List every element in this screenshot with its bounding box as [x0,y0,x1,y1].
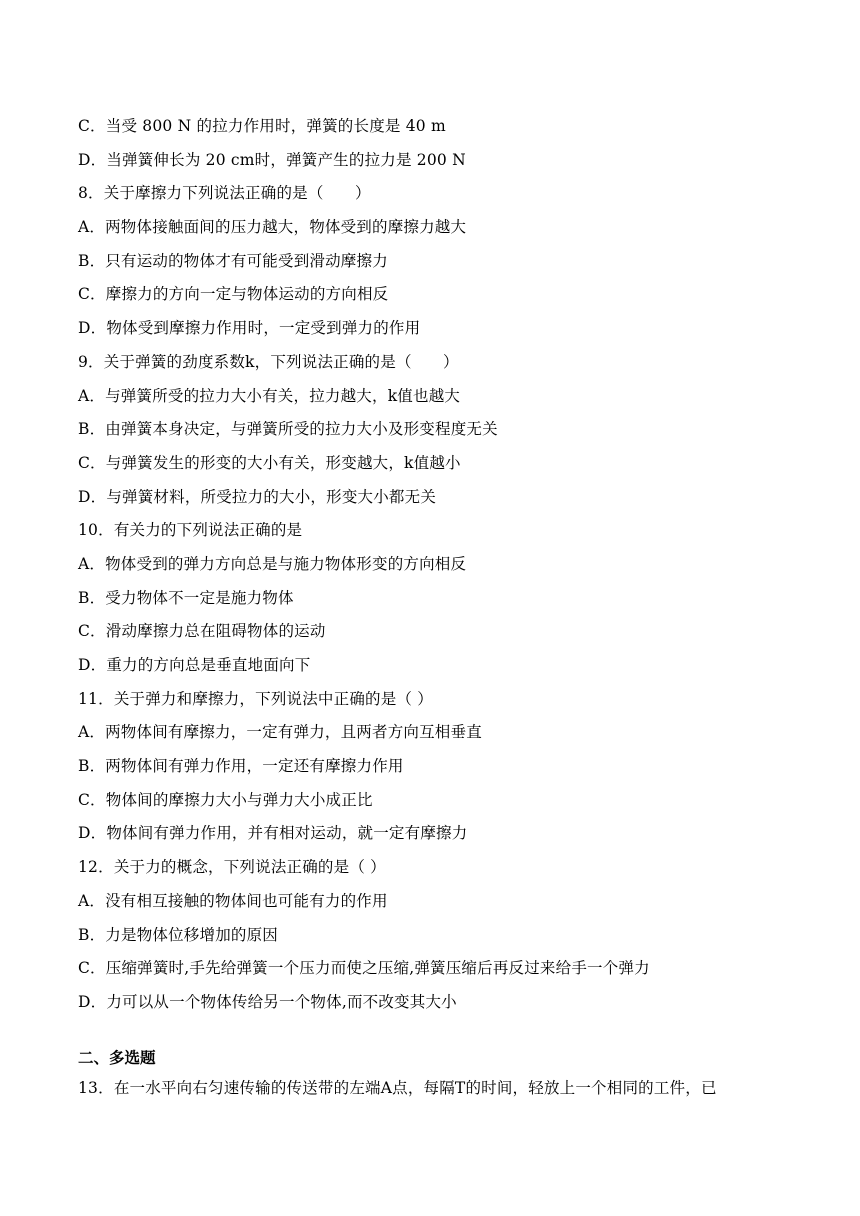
text-line: C．滑动摩擦力总在阻碍物体的运动 [78,622,326,641]
text-line: D．与弹簧材料，所受拉力的大小，形变大小都无关 [78,487,437,506]
text-line: C．物体间的摩擦力大小与弹力大小成正比 [78,790,373,809]
question-11-stem: 11．关于弹力和摩擦力，下列说法中正确的是（ ） [78,689,433,708]
text-line: A．两物体间有摩擦力，一定有弹力，且两者方向互相垂直 [78,723,482,742]
text-line: D．力可以从一个物体传给另一个物体,而不改变其大小 [78,992,457,1011]
question-text-block [78,110,798,1105]
text-line: B．力是物体位移增加的原因 [78,925,278,944]
text-line: A．两物体接触面间的压力越大，物体受到的摩擦力越大 [78,218,467,237]
text-line: B．只有运动的物体才有可能受到滑动摩擦力 [78,251,388,270]
text-line: C．压缩弹簧时,手先给弹簧一个压力而使之压缩,弹簧压缩后再反过来给手一个弹力 [78,959,650,978]
question-12-stem: 12．关于力的概念，下列说法正确的是（ ） [78,858,386,877]
text-line: D．重力的方向总是垂直地面向下 [78,656,311,674]
text-line: D．物体间有弹力作用，并有相对运动，就一定有摩擦力 [78,824,468,843]
text-line: C．摩擦力的方向一定与物体运动的方向相反 [78,285,389,304]
text-line: C．当受 800 N 的拉力作用时，弹簧的长度是 40 m [78,117,446,135]
question-13-stem: 13．在一水平向右匀速传输的传送带的左端A点，每隔T的时间，轻放上一个相同的工件，已 [78,1078,717,1097]
text-line: B．两物体间有弹力作用，一定还有摩擦力作用 [78,757,404,776]
text-line: A．与弹簧所受的拉力大小有关，拉力越大，k值也越大 [78,386,461,405]
text-line: B．受力物体不一定是施力物体 [78,588,294,607]
section-gap [78,1020,798,1044]
text-line: B．由弹簧本身决定，与弹簧所受的拉力大小及形变程度无关 [78,420,498,439]
text-line: D．物体受到摩擦力作用时，一定受到弹力的作用 [78,319,421,338]
section-title: 二、多选题 [78,1048,156,1067]
text-line: A．没有相互接触的物体间也可能有力的作用 [78,891,388,910]
text-line: C．与弹簧发生的形变的大小有关，形变越大，k值越小 [78,453,461,472]
question-9-stem: 9．关于弹簧的劲度系数k，下列说法正确的是（ ） [78,352,459,371]
text-line: D．当弹簧伸长为 20 cm时，弹簧产生的拉力是 200 N [78,150,466,169]
question-8-stem: 8．关于摩擦力下列说法正确的是（ ） [78,184,371,203]
question-10-stem: 10．有关力的下列说法正确的是 [78,521,303,540]
text-line: A．物体受到的弹力方向总是与施力物体形变的方向相反 [78,554,467,573]
